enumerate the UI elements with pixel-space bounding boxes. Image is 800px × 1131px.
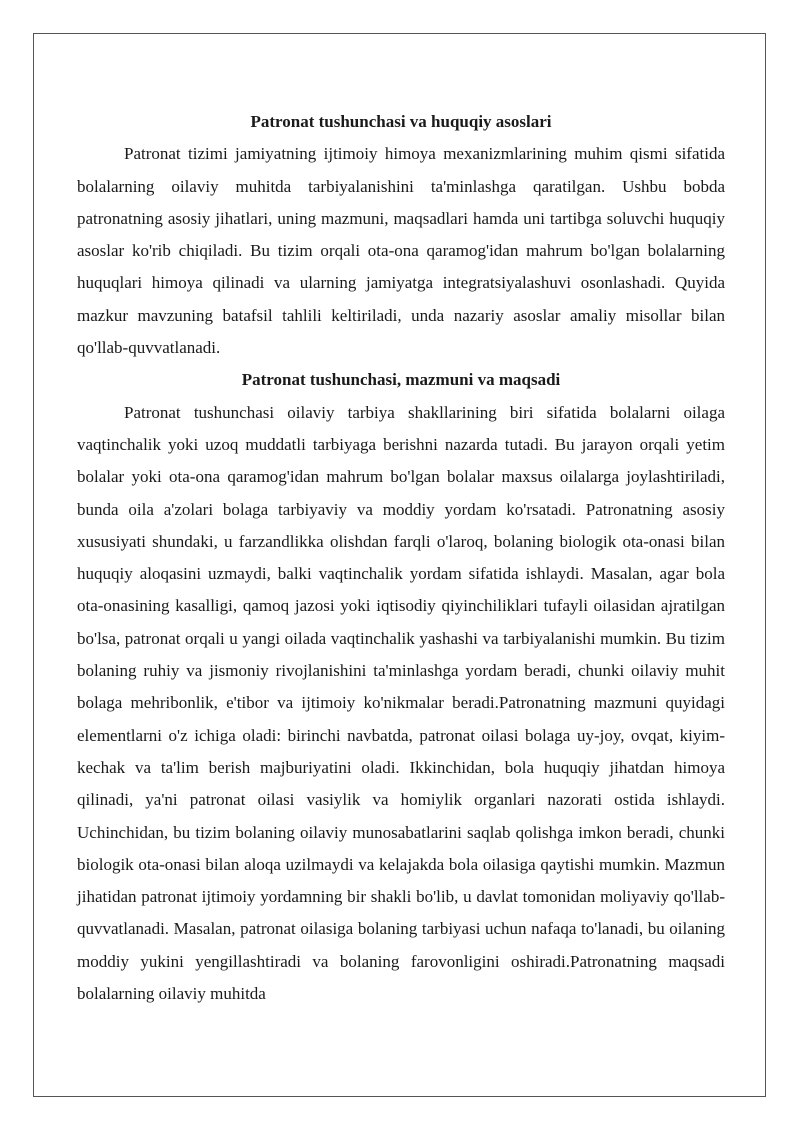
body-paragraph: Patronat tushunchasi oilaviy tarbiya shakllarining biri sifatida bolalarni oilaga vaqtinchalik yoki uzoq muddatli tarbiyaga berishni nazarda tutadi. Bu jarayon orqali yetim bolalar yoki ota-ona qaramog'idan mahrum bo'lgan bolalar maxsus oilalarga joylashtiriladi, bunda oila a'zolari bolaga tarbiyaviy va moddiy yordam ko'rsatadi. Patronatning asosiy xususiyati shundaki, u farzandlikka olishdan farqli o'laroq, bolaning biologik ota-onasi bilan huquqiy aloqasini uzmaydi, balki vaqtinchalik yordam sifatida ishlaydi. Masalan, agar bola ota-onasining kasalligi, qamoq jazosi yoki iqtisodiy qiyinchiliklari tufayli oilasidan ajratilgan bo'lsa, patronat orqali u yangi oilada vaqtinchalik yashashi va tarbiyalanishi mumkin. Bu tizim bolaning ruhiy va jismoniy rivojlanishini ta'minlashga yordam beradi, chunki oilaviy muhit bolaga mehribonlik, e'tibor va ijtimoiy ko'nikmalar beradi.Patronatning mazmuni quyidagi elementlarni o'z ichiga oladi: birinchi navbatda, patronat oilasi bolaga uy-joy, ovqat, kiyim-kechak va ta'lim berish majburiyatini oladi. Ikkinchidan, bola huquqiy jihatdan himoya qilinadi, ya'ni patronat oilasi vasiylik va homiylik organlari nazorati ostida ishlaydi. Uchinchidan, bu tizim bolaning oilaviy munosabatlarini saqlab qolishga imkon beradi, chunki biologik ota-onasi bilan aloqa uzilmaydi va kelajakda bola oilasiga qaytishi mumkin. Mazmun jihatidan patronat ijtimoiy yordamning bir shakli bo'lib, u davlat tomonidan moliyaviy qo'llab-quvvatlanadi. Masalan, patronat oilasiga bolaning tarbiyasi uchun nafaqa to'lanadi, bu oilaning moddiy yukini yengillashtiradi va bolaning farovonligini oshiradi.Patronatning maqsadi bolalarning oilaviy muhitda — [77, 402, 725, 1004]
subsection-title: Patronat tushunchasi, mazmuni va maqsadi — [241, 370, 561, 390]
intro-paragraph: Patronat tizimi jamiyatning ijtimoiy himoya mexanizmlarining muhim qismi sifatida bolalarning oilaviy muhitda tarbiyalanishini ta'minlashga qaratilgan. Ushbu bobda patronatning asosiy jihatlari, uning mazmuni, maqsadlari hamda uni tartibga soluvchi huquqiy asoslar ko'rib chiqiladi. Bu tizim orqali ota-ona qaramog'idan mahrum bo'lgan bolalarning huquqlari himoya qilinadi va ularning jamiyatga integratsiyalashuvi osonlashadi. Quyida mazkur mavzuning batafsil tahlili keltiriladi, unda nazariy asoslar amaliy misollar bilan qo'llab-quvvatlanadi. — [77, 144, 725, 358]
section-title: Patronat tushunchasi va huquqiy asoslari — [250, 112, 552, 131]
document-body — [77, 106, 725, 1010]
